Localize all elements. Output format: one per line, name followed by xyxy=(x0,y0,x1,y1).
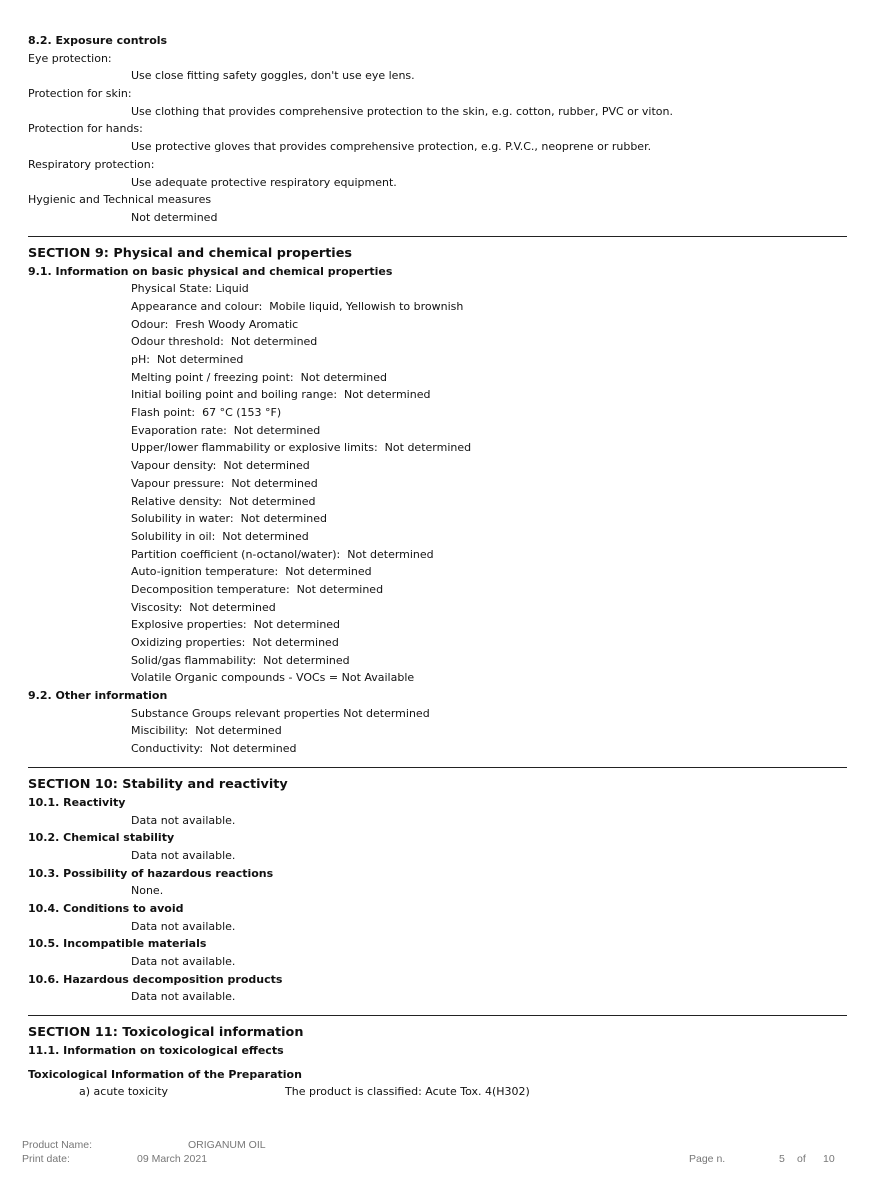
property-item: pH: Not determined xyxy=(131,353,244,366)
page-label: Page n. xyxy=(689,1153,726,1165)
incompatible-materials-value: Data not available. xyxy=(131,955,236,968)
product-name-label: Product Name: xyxy=(22,1139,93,1151)
property-item: Solid/gas flammability: Not determined xyxy=(131,653,350,667)
reactivity-value: Data not available. xyxy=(131,813,236,827)
property-item: Evaporation rate: Not determined xyxy=(131,423,321,437)
acute-toxicity-row xyxy=(28,1083,848,1101)
property-item: Volatile Organic compounds - VOCs = Not Available xyxy=(131,671,415,685)
eye-protection-label: Eye protection: xyxy=(28,51,112,65)
other-info-item: Conductivity: Not determined xyxy=(131,742,297,756)
property-item: Upper/lower flammability or explosive limits: Not determined xyxy=(131,441,472,455)
conditions-to-avoid-value: Data not available. xyxy=(131,919,236,933)
section-9-2-heading: 9.2. Other information xyxy=(28,689,168,703)
eye-protection-value: Use close fitting safety goggles, don't use eye lens. xyxy=(131,69,415,83)
physical-properties-list xyxy=(28,280,848,687)
property-item: Solubility in water: Not determined xyxy=(131,512,328,526)
property-item: Initial boiling point and boiling range: Not determined xyxy=(131,388,431,402)
hand-protection-value: Use protective gloves that provides comprehensive protection, e.g. P.V.C., neoprene or rubber. xyxy=(131,140,652,154)
property-item: Decomposition temperature: Not determined xyxy=(131,582,384,596)
property-item: Flash point: 67 °C (153 °F) xyxy=(131,406,282,420)
property-item: Odour: Fresh Woody Aromatic xyxy=(131,317,299,331)
respiratory-protection-label: Respiratory protection: xyxy=(28,157,155,171)
chemical-stability-value: Data not available. xyxy=(131,848,236,862)
property-item: Auto-ignition temperature: Not determined xyxy=(131,565,372,579)
hygienic-measures-value: Not determined xyxy=(131,210,218,224)
hygienic-measures-label: Hygienic and Technical measures xyxy=(28,193,212,207)
exposure-controls-heading: 8.2. Exposure controls xyxy=(28,34,168,47)
document-body xyxy=(28,32,848,1101)
skin-protection-label: Protection for skin: xyxy=(28,87,132,101)
property-item: Appearance and colour: Mobile liquid, Yellowish to brownish xyxy=(131,299,464,313)
property-item: Explosive properties: Not determined xyxy=(131,618,341,632)
respiratory-protection-value: Use adequate protective respiratory equipment. xyxy=(131,175,397,189)
property-item: Vapour pressure: Not determined xyxy=(131,476,318,490)
property-item: Partition coefficient (n-octanol/water): Not determined xyxy=(131,547,434,561)
page-number: 5 xyxy=(779,1153,785,1165)
section-11-title: SECTION 11: Toxicological information xyxy=(28,1025,304,1041)
page-total: 10 xyxy=(823,1153,835,1165)
other-info-item: Miscibility: Not determined xyxy=(131,724,282,738)
property-item: Relative density: Not determined xyxy=(131,494,316,508)
section-10-title: SECTION 10: Stability and reactivity xyxy=(28,776,288,792)
property-item: Vapour density: Not determined xyxy=(131,459,310,473)
acute-toxicity-value: The product is classified: Acute Tox. 4(H302) xyxy=(285,1085,530,1099)
skin-protection-value: Use clothing that provides comprehensive protection to the skin, e.g. cotton, rubber, PVC or viton. xyxy=(131,104,673,118)
other-info-item: Substance Groups relevant properties Not determined xyxy=(131,706,430,720)
decomposition-products-heading: 10.6. Hazardous decomposition products xyxy=(28,972,283,986)
decomposition-products-value: Data not available. xyxy=(131,990,236,1004)
print-date-value: 09 March 2021 xyxy=(137,1153,208,1165)
hand-protection-label: Protection for hands: xyxy=(28,122,143,136)
print-date-label: Print date: xyxy=(22,1153,70,1165)
property-item: Odour threshold: Not determined xyxy=(131,335,318,349)
section-9-title: SECTION 9: Physical and chemical properties xyxy=(28,245,352,261)
page-of-label: of xyxy=(797,1153,806,1165)
incompatible-materials-heading: 10.5. Incompatible materials xyxy=(28,937,207,951)
property-item: Physical State: Liquid xyxy=(131,282,249,296)
chemical-stability-heading: 10.2. Chemical stability xyxy=(28,831,175,845)
property-item: Solubility in oil: Not determined xyxy=(131,529,309,543)
conditions-to-avoid-heading: 10.4. Conditions to avoid xyxy=(28,901,184,915)
hazardous-reactions-value: None. xyxy=(131,884,164,898)
section-divider xyxy=(28,236,847,237)
section-divider xyxy=(28,767,847,768)
preparation-tox-heading: Toxicological Information of the Preparation xyxy=(28,1067,302,1081)
hazardous-reactions-heading: 10.3. Possibility of hazardous reactions xyxy=(28,866,274,880)
product-name-value: ORIGANUM OIL xyxy=(188,1139,266,1151)
reactivity-heading: 10.1. Reactivity xyxy=(28,795,126,809)
section-11-1-heading: 11.1. Information on toxicological effects xyxy=(28,1044,284,1058)
section-9-1-heading: 9.1. Information on basic physical and chemical properties xyxy=(28,264,393,278)
section-divider xyxy=(28,1015,847,1016)
acute-toxicity-label: a) acute toxicity xyxy=(79,1085,169,1099)
property-item: Oxidizing properties: Not determined xyxy=(131,636,339,649)
property-item: Viscosity: Not determined xyxy=(131,600,276,614)
property-item: Melting point / freezing point: Not determined xyxy=(131,370,388,384)
